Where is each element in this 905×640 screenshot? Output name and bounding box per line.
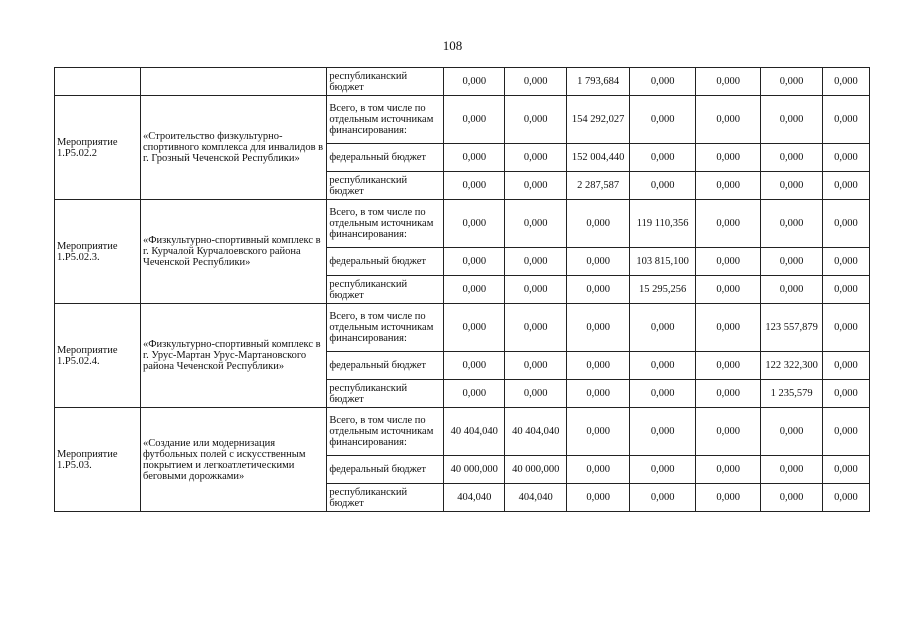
amount-cell: 0,000: [761, 144, 822, 172]
amount-cell: 0,000: [695, 68, 761, 96]
amount-cell: 0,000: [566, 408, 629, 456]
page-number: 108: [442, 38, 463, 53]
amount-cell: 0,000: [822, 172, 869, 200]
amount-cell: 154 292,027: [566, 96, 629, 144]
amount-cell: 0,000: [630, 380, 696, 408]
activity-code: Мероприятие 1.Р5.02.2: [55, 96, 141, 200]
funding-source: республиканский бюджет: [327, 172, 444, 200]
amount-cell: 0,000: [630, 96, 696, 144]
funding-source: республиканский бюджет: [327, 484, 444, 512]
amount-cell: 0,000: [444, 352, 505, 380]
amount-cell: 2 287,587: [566, 172, 629, 200]
funding-source: федеральный бюджет: [327, 144, 444, 172]
amount-cell: 0,000: [444, 380, 505, 408]
amount-cell: 0,000: [444, 276, 505, 304]
amount-cell: 1 235,579: [761, 380, 822, 408]
amount-cell: 119 110,356: [630, 200, 696, 248]
funding-source: республиканский бюджет: [327, 276, 444, 304]
amount-cell: 0,000: [444, 172, 505, 200]
amount-cell: 0,000: [505, 304, 566, 352]
amount-cell: 0,000: [505, 352, 566, 380]
amount-cell: 0,000: [695, 352, 761, 380]
amount-cell: 0,000: [822, 352, 869, 380]
amount-cell: 0,000: [822, 484, 869, 512]
amount-cell: 0,000: [566, 200, 629, 248]
amount-cell: 0,000: [630, 484, 696, 512]
amount-cell: 0,000: [761, 484, 822, 512]
amount-cell: 0,000: [822, 276, 869, 304]
amount-cell: 0,000: [444, 248, 505, 276]
amount-cell: 40 000,000: [505, 456, 566, 484]
amount-cell: 123 557,879: [761, 304, 822, 352]
amount-cell: 0,000: [761, 200, 822, 248]
amount-cell: 0,000: [630, 304, 696, 352]
amount-cell: 0,000: [505, 200, 566, 248]
amount-cell: 0,000: [444, 96, 505, 144]
amount-cell: 15 295,256: [630, 276, 696, 304]
amount-cell: 404,040: [505, 484, 566, 512]
amount-cell: 0,000: [761, 68, 822, 96]
amount-cell: 0,000: [505, 248, 566, 276]
table-row: [55, 408, 870, 456]
table-row: [55, 200, 870, 248]
amount-cell: 0,000: [695, 276, 761, 304]
amount-cell: 0,000: [630, 172, 696, 200]
table-row: [55, 68, 870, 96]
amount-cell: 40 404,040: [505, 408, 566, 456]
funding-source: республиканский бюджет: [327, 380, 444, 408]
activity-description: «Физкультурно-спортивный комплекс в г. Курчалой Курчалоевского района Чеченской Республики»: [141, 200, 327, 304]
amount-cell: 0,000: [822, 304, 869, 352]
amount-cell: 0,000: [822, 408, 869, 456]
amount-cell: 0,000: [630, 144, 696, 172]
amount-cell: 0,000: [505, 68, 566, 96]
amount-cell: 0,000: [630, 456, 696, 484]
activity-description: «Физкультурно-спортивный комплекс в г. Урус-Мартан Урус-Мартановского района Чеченской Республики»: [141, 304, 327, 408]
amount-cell: 0,000: [695, 96, 761, 144]
activity-description: «Строительство физкультурно-спортивного комплекса для инвалидов в г. Грозный Чеченской Республики»: [141, 96, 327, 200]
amount-cell: 0,000: [761, 248, 822, 276]
amount-cell: 1 793,684: [566, 68, 629, 96]
amount-cell: 0,000: [566, 352, 629, 380]
amount-cell: 0,000: [505, 96, 566, 144]
amount-cell: 152 004,440: [566, 144, 629, 172]
activity-description: [141, 68, 327, 96]
amount-cell: 0,000: [695, 304, 761, 352]
table-row: [55, 96, 870, 144]
funding-source: федеральный бюджет: [327, 352, 444, 380]
amount-cell: 0,000: [505, 144, 566, 172]
amount-cell: 0,000: [822, 200, 869, 248]
amount-cell: 103 815,100: [630, 248, 696, 276]
amount-cell: 404,040: [444, 484, 505, 512]
amount-cell: 0,000: [444, 200, 505, 248]
amount-cell: 0,000: [761, 408, 822, 456]
amount-cell: 0,000: [566, 456, 629, 484]
amount-cell: 0,000: [822, 144, 869, 172]
amount-cell: 0,000: [505, 172, 566, 200]
amount-cell: 0,000: [695, 248, 761, 276]
amount-cell: 0,000: [822, 68, 869, 96]
amount-cell: 0,000: [695, 144, 761, 172]
amount-cell: 0,000: [630, 68, 696, 96]
amount-cell: 40 000,000: [444, 456, 505, 484]
amount-cell: 0,000: [566, 484, 629, 512]
funding-source: Всего, в том числе по отдельным источникам финансирования:: [327, 96, 444, 144]
amount-cell: 0,000: [566, 276, 629, 304]
amount-cell: 0,000: [822, 380, 869, 408]
activity-code: Мероприятие 1.Р5.02.3.: [55, 200, 141, 304]
amount-cell: 0,000: [761, 276, 822, 304]
amount-cell: 40 404,040: [444, 408, 505, 456]
amount-cell: 0,000: [695, 408, 761, 456]
table-row: [55, 304, 870, 352]
amount-cell: 0,000: [566, 248, 629, 276]
funding-source: федеральный бюджет: [327, 248, 444, 276]
amount-cell: 0,000: [566, 380, 629, 408]
amount-cell: 0,000: [444, 304, 505, 352]
budget-table: [54, 67, 870, 512]
amount-cell: 0,000: [505, 276, 566, 304]
amount-cell: 0,000: [695, 172, 761, 200]
funding-source: Всего, в том числе по отдельным источникам финансирования:: [327, 304, 444, 352]
amount-cell: 0,000: [822, 456, 869, 484]
amount-cell: 0,000: [695, 484, 761, 512]
amount-cell: 0,000: [444, 144, 505, 172]
funding-source: республиканский бюджет: [327, 68, 444, 96]
amount-cell: 0,000: [630, 408, 696, 456]
amount-cell: 0,000: [444, 68, 505, 96]
funding-source: федеральный бюджет: [327, 456, 444, 484]
funding-source: Всего, в том числе по отдельным источникам финансирования:: [327, 408, 444, 456]
amount-cell: 0,000: [566, 304, 629, 352]
amount-cell: 0,000: [761, 172, 822, 200]
amount-cell: 0,000: [630, 352, 696, 380]
activity-code: [55, 68, 141, 96]
amount-cell: 0,000: [505, 380, 566, 408]
amount-cell: 0,000: [761, 96, 822, 144]
amount-cell: 0,000: [822, 96, 869, 144]
amount-cell: 0,000: [822, 248, 869, 276]
activity-description: «Создание или модернизация футбольных полей с искусственным покрытием и легкоатлетическими беговыми дорожками»: [141, 408, 327, 512]
amount-cell: 0,000: [695, 200, 761, 248]
funding-source: Всего, в том числе по отдельным источникам финансирования:: [327, 200, 444, 248]
amount-cell: 122 322,300: [761, 352, 822, 380]
amount-cell: 0,000: [761, 456, 822, 484]
amount-cell: 0,000: [695, 380, 761, 408]
activity-code: Мероприятие 1.Р5.03.: [55, 408, 141, 512]
amount-cell: 0,000: [695, 456, 761, 484]
activity-code: Мероприятие 1.Р5.02.4.: [55, 304, 141, 408]
